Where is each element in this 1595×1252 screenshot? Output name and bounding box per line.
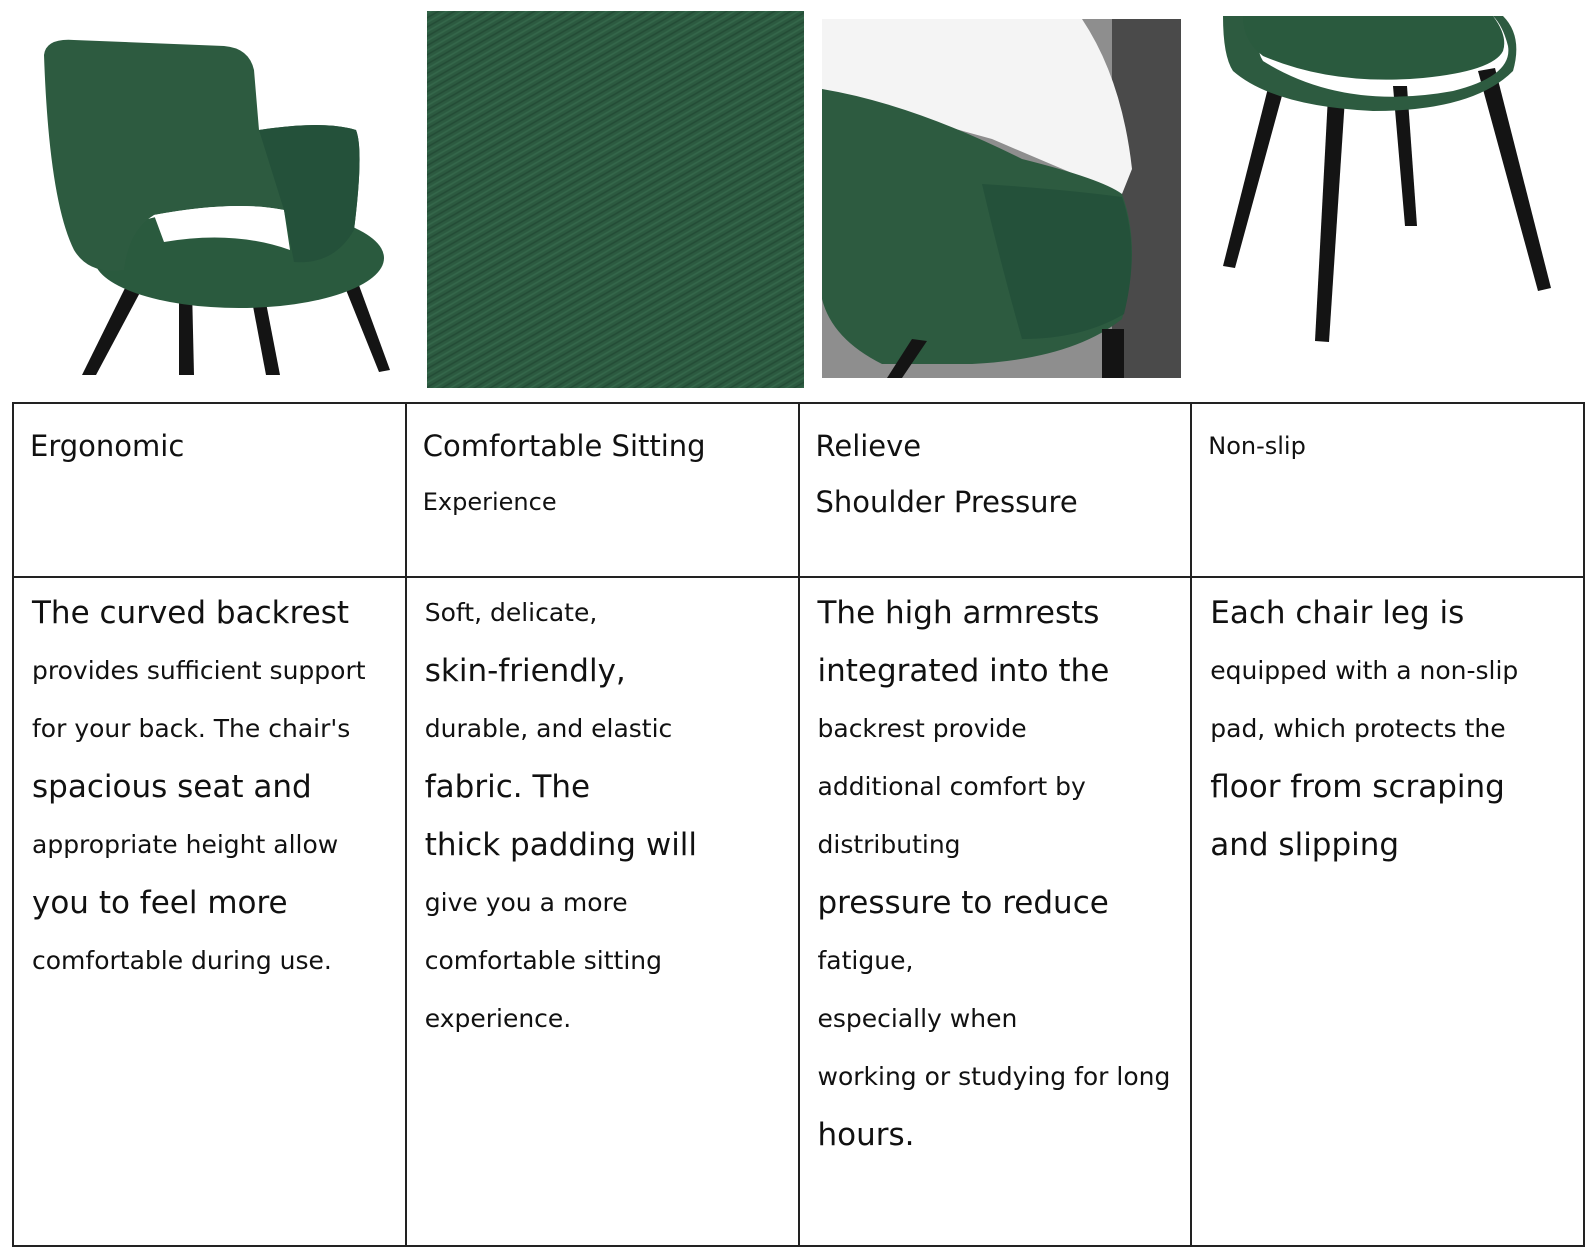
- fabric-closeup-photo: [427, 11, 804, 388]
- desc-line: backrest provide: [817, 714, 1027, 743]
- feature-description: [1192, 578, 1583, 874]
- desc-line: pad, which protects the: [1210, 714, 1506, 743]
- desc-line: Each chair leg is: [1210, 595, 1465, 631]
- fabric-texture-image: [427, 11, 804, 388]
- feature-title: Ergonomic: [30, 429, 185, 463]
- feature-title-cell-relieve: [799, 403, 1192, 577]
- table-header-row: [13, 403, 1584, 577]
- desc-line: floor from scraping: [1210, 769, 1505, 805]
- feature-title: Relieve: [815, 429, 922, 463]
- desc-line: comfortable during use.: [32, 946, 332, 975]
- feature-description: [14, 578, 405, 990]
- feature-desc-cell-nonslip: [1191, 577, 1584, 1246]
- desc-line: equipped with a non-slip: [1210, 656, 1519, 685]
- feature-title: Non-slip: [1208, 432, 1306, 460]
- desc-line: durable, and elastic: [424, 714, 673, 743]
- feature-title-cell-ergonomic: [13, 403, 406, 577]
- chair-legs-image: [1223, 16, 1576, 354]
- feature-subtitle: Experience: [422, 488, 557, 516]
- feature-title-cell-nonslip: [1191, 403, 1584, 577]
- desc-line: additional comfort by: [817, 772, 1086, 801]
- feature-description: [407, 578, 798, 1048]
- desc-line: spacious seat and: [32, 769, 312, 805]
- feature-title-cell-comfortable: [406, 403, 799, 577]
- chair-back-image: [34, 30, 390, 382]
- feature-desc-cell-ergonomic: [13, 577, 406, 1246]
- desc-line: fabric. The: [424, 769, 591, 805]
- desc-line: skin-friendly,: [424, 653, 626, 689]
- desc-line: integrated into the: [817, 653, 1110, 689]
- feature-title: Comfortable Sitting: [422, 429, 706, 463]
- feature-desc-cell-relieve: [799, 577, 1192, 1246]
- desc-line: working or studying for long: [817, 1062, 1171, 1091]
- desc-line: you to feel more: [32, 885, 288, 921]
- desc-line: The curved backrest: [32, 595, 350, 631]
- desc-line: distributing: [817, 830, 961, 859]
- desc-line: hours.: [817, 1117, 915, 1153]
- desc-line: fatigue,: [817, 946, 914, 975]
- desc-line: especially when: [817, 1004, 1018, 1033]
- desc-line: pressure to reduce: [817, 885, 1109, 921]
- desc-line: and slipping: [1210, 827, 1400, 863]
- feature-description: [800, 578, 1191, 1164]
- desc-line: experience.: [424, 1004, 572, 1033]
- desc-line: comfortable sitting: [424, 946, 663, 975]
- person-sitting-image: [822, 19, 1181, 378]
- desc-line: appropriate height allow: [32, 830, 339, 859]
- table-body-row: [13, 577, 1584, 1246]
- chair-legs-photo: [1223, 16, 1576, 354]
- desc-line: for your back. The chair's: [32, 714, 351, 743]
- desc-line: Soft, delicate,: [424, 598, 598, 627]
- desc-line: thick padding will: [424, 827, 698, 863]
- person-sitting-photo: [822, 19, 1181, 378]
- desc-line: The high armrests: [817, 595, 1100, 631]
- feature-subtitle: Shoulder Pressure: [815, 485, 1078, 519]
- chair-back-photo: [34, 30, 390, 382]
- desc-line: give you a more: [424, 888, 628, 917]
- feature-table: [12, 402, 1585, 1247]
- feature-desc-cell-comfortable: [406, 577, 799, 1246]
- desc-line: provides sufficient support: [32, 656, 366, 685]
